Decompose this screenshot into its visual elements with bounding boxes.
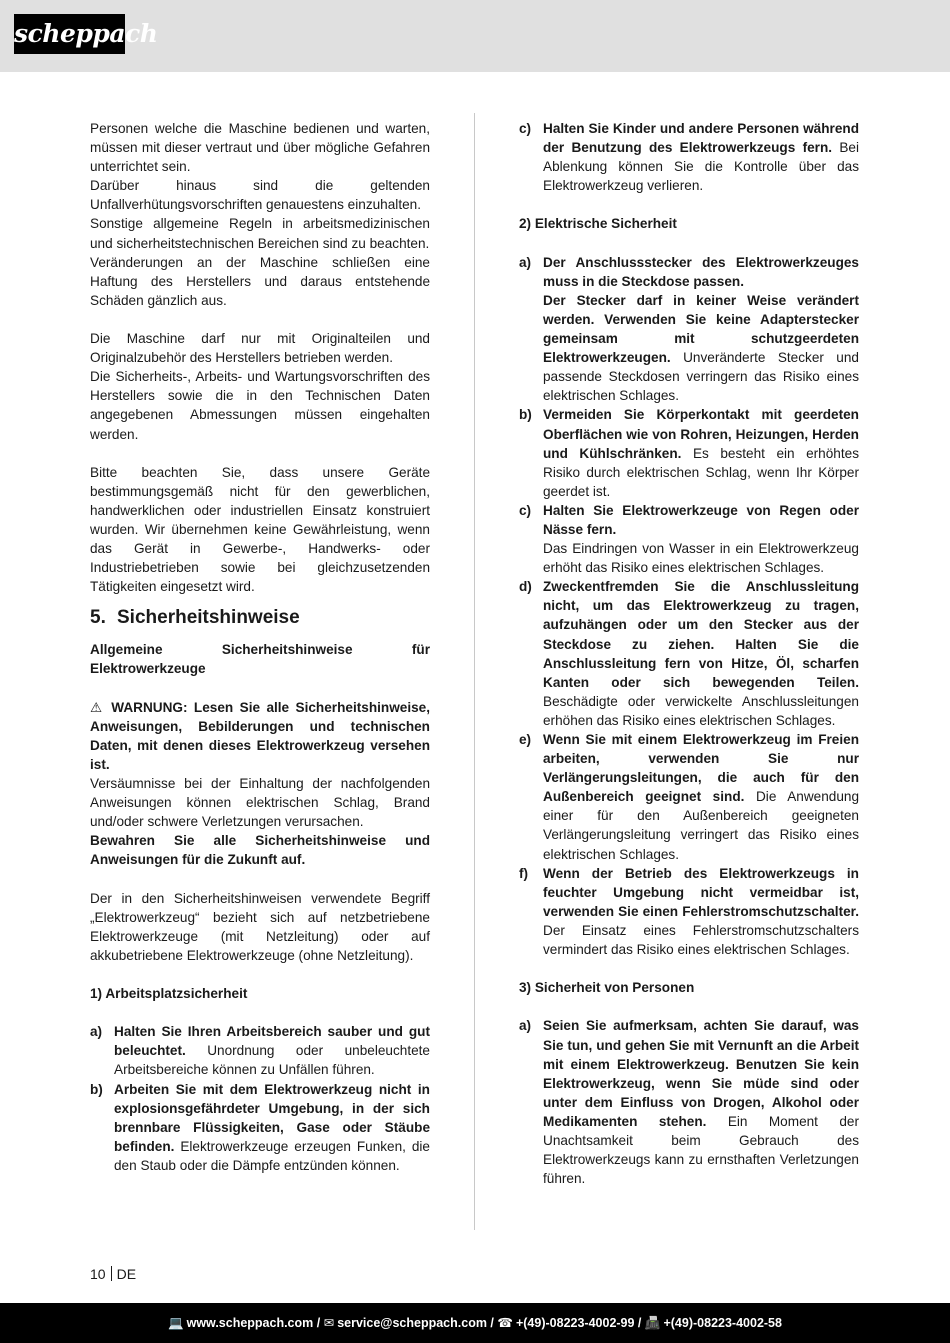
list-label: c): [519, 502, 532, 518]
warning-bold-text: WARNUNG: Lesen Sie alle Sicherheitshinweise, Anweisungen, Bebilderungen und technischen Daten, mit denen dieses Elektrowerkzeug versehen ist.: [90, 699, 431, 772]
scheppach-logo: scheppach: [14, 14, 125, 54]
phone-number: +(49)-08223-4002-99 /: [515, 1316, 642, 1330]
language-code: DE: [116, 1266, 137, 1282]
list-item: a) Seien Sie aufmerksam, achten Sie darauf, was Sie tun, und gehen Sie mit Vernunft an die Arbeit mit einem Elektrowerkzeug. Benutzen Sie kein Elektrowerkzeug, wenn Sie müde sind oder unter dem Einfluss von Drogen, Alkohol oder Medikamenten stehen. Ein Moment der Unachtsamkeit beim Gebrauch des Elektrowerkzeugs kann zu ernsthaften Verletzungen führen.: [519, 1018, 860, 1187]
subsection-title: 2) Elektrische Sicherheit: [519, 216, 677, 232]
list-label: d): [519, 579, 532, 595]
list-item: a) Halten Sie Ihren Arbeitsbereich sauber und gut beleuchtet. Unordnung oder unbeleuchtete Arbeitsbereiche können zu Unfällen führen.: [90, 1024, 430, 1078]
list-item: a) Der Anschlussstecker des Elektrowerkzeuges muss in die Steckdose passen. Der Stecker darf in keiner Weise verändert werden. Verwenden Sie keine Adapterstecker gemeinsam mit schutzgeerdeten Elektrowerkzeugen. Unveränderte Stecker und passende Steckdosen verringern das Risiko eines elektrischen Schlages.: [519, 254, 859, 404]
section-heading: [90, 606, 430, 630]
subheading: Allgemeine Sicherheitshinweise für Elektrowerkzeuge: [90, 642, 430, 677]
list-item: d) Zweckentfremden Sie die Anschlussleitung nicht, um das Elektrowerkzeug zu tragen, aufzuhängen oder um den Stecker aus der Steckdose zu ziehen. Halten Sie die Anschlussleitung fern von Hitze, Öl, scharfen Kanten oder sich bewegenden Teilen. Beschädigte oder verwickelte Anschlussleitungen erhöhen das Risiko eines elektrischen Schlages.: [519, 579, 859, 728]
website-link[interactable]: www.scheppach.com /: [186, 1316, 321, 1330]
subsection-title: 1) Arbeitsplatzsicherheit: [90, 986, 248, 1002]
left-column: [90, 119, 430, 1175]
header-bar: [0, 0, 950, 72]
keep-instructions-text: Bewahren Sie alle Sicherheitshinweise und Anweisungen für die Zukunft auf.: [90, 833, 430, 868]
list-item: b) Arbeiten Sie mit dem Elektrowerkzeug nicht in explosionsgefährdeter Umgebung, in der sich brennbare Flüssigkeiten, Gase oder Stäube befinden. Elektrowerkzeuge erzeugen Funken, die den Staub oder die Dämpfe entzünden können.: [90, 1081, 430, 1173]
fax-number: +(49)-08223-4002-58: [663, 1316, 782, 1330]
list-label: b): [519, 407, 532, 423]
paragraph: Die Maschine darf nur mit Originalteilen und Originalzubehör des Herstellers betrieben werden.: [90, 331, 430, 366]
list-item: c) Halten Sie Kinder und andere Personen während der Benutzung des Elektrowerkzeugs fern. Bei Ablenkung können Sie die Kontrolle über das Elektrowerkzeug verlieren.: [519, 121, 859, 194]
phone-icon: ☎: [497, 1316, 513, 1330]
list-label: a): [519, 1018, 532, 1034]
mail-icon: ✉: [323, 1316, 335, 1330]
section-title: Sicherheitshinweise: [117, 607, 300, 629]
list-label: a): [90, 1024, 103, 1040]
computer-icon: 💻: [168, 1316, 184, 1330]
subsection-title: 3) Sicherheit von Personen: [519, 980, 695, 996]
list-item: c) Halten Sie Elektrowerkzeuge von Regen oder Nässe fern. Das Eindringen von Wasser in ein Elektrowerkzeug erhöht das Risiko eines elektrischen Schlages.: [519, 502, 859, 576]
list-item: b) Vermeiden Sie Körperkontakt mit geerdeten Oberflächen wie von Rohren, Heizungen, Herden und Kühlschränken. Es besteht ein erhöhtes Risiko durch elektrischen Schlag, wenn Ihr Körper geerdet ist.: [519, 407, 860, 499]
fax-icon: 📠: [644, 1316, 661, 1330]
list-item: e) Wenn Sie mit einem Elektrowerkzeug im Freien arbeiten, verwenden Sie nur Verlängerungsleitungen, die auch für den Außenbereich geeignet sind. Die Anwendung einer für den Außenbereich geeigneten Verlängerungsleitung verringert das Risiko eines elektrischen Schlages.: [519, 732, 859, 862]
section-number: 5.: [90, 607, 106, 629]
separator: [111, 1266, 112, 1281]
list-label: b): [90, 1081, 103, 1097]
paragraph: Bitte beachten Sie, dass unsere Geräte bestimmungsgemäß nicht für den gewerblichen, handwerklichen oder industriellen Einsatz konstruiert wurden. Wir übernehmen keine Gewährleistung, wenn das Gerät in Gewerbe-, Handwerks- oder Industriebetrieben sowie bei gleichzusetzenden Tätigkeiten eingesetzt wird.: [90, 464, 430, 595]
email-link[interactable]: service@scheppach.com /: [337, 1316, 494, 1330]
list-label: a): [519, 254, 532, 270]
paragraph: Darüber hinaus sind die geltenden Unfallverhütungsvorschriften genauestens einzuhalten.: [90, 178, 430, 213]
paragraph: Die Sicherheits-, Arbeits- und Wartungsvorschriften des Herstellers sowie die in den Technischen Daten angegebenen Abmessungen müssen eingehalten werden.: [90, 369, 430, 442]
right-column: [519, 119, 859, 1188]
list-item: f) Wenn der Betrieb des Elektrowerkzeugs in feuchter Umgebung nicht vermeidbar ist, verwenden Sie einen Fehlerstromschutzschalter. Der Einsatz eines Fehlerstromschutzschalters vermindert das Risiko eines elektrischen Schlages.: [519, 865, 859, 958]
list-label: e): [519, 732, 532, 747]
paragraph: Der in den Sicherheitshinweisen verwendete Begriff „Elektrowerkzeug“ bezieht sich auf netzbetriebene Elektrowerkzeuge (mit Netzleitung) oder auf akkubetriebene Elektrowerkzeuge (ohne Netzleitung).: [90, 890, 430, 963]
page-number: 10 DE: [90, 1266, 137, 1282]
paragraph: Sonstige allgemeine Regeln in arbeitsmedizinischen und sicherheitstechnischen Bereichen sind zu beachten.: [90, 216, 430, 251]
paragraph: Veränderungen an der Maschine schließen eine Haftung des Herstellers und daraus entstehende Schäden gänzlich aus.: [90, 254, 430, 308]
warning-statement: [90, 698, 430, 774]
list-label: f): [519, 865, 529, 881]
footer-bar: [0, 1303, 950, 1343]
paragraph: Versäumnisse bei der Einhaltung der nachfolgenden Anweisungen können elektrischen Schlag, Brand und/oder schwere Verletzungen verursachen.: [90, 776, 430, 830]
warning-icon: ⚠: [90, 699, 105, 715]
paragraph: Personen welche die Maschine bedienen und warten, müssen mit dieser vertraut und über mögliche Gefahren unterrichtet sein.: [90, 121, 430, 175]
list-label: c): [519, 121, 532, 136]
column-divider: [474, 113, 475, 1230]
